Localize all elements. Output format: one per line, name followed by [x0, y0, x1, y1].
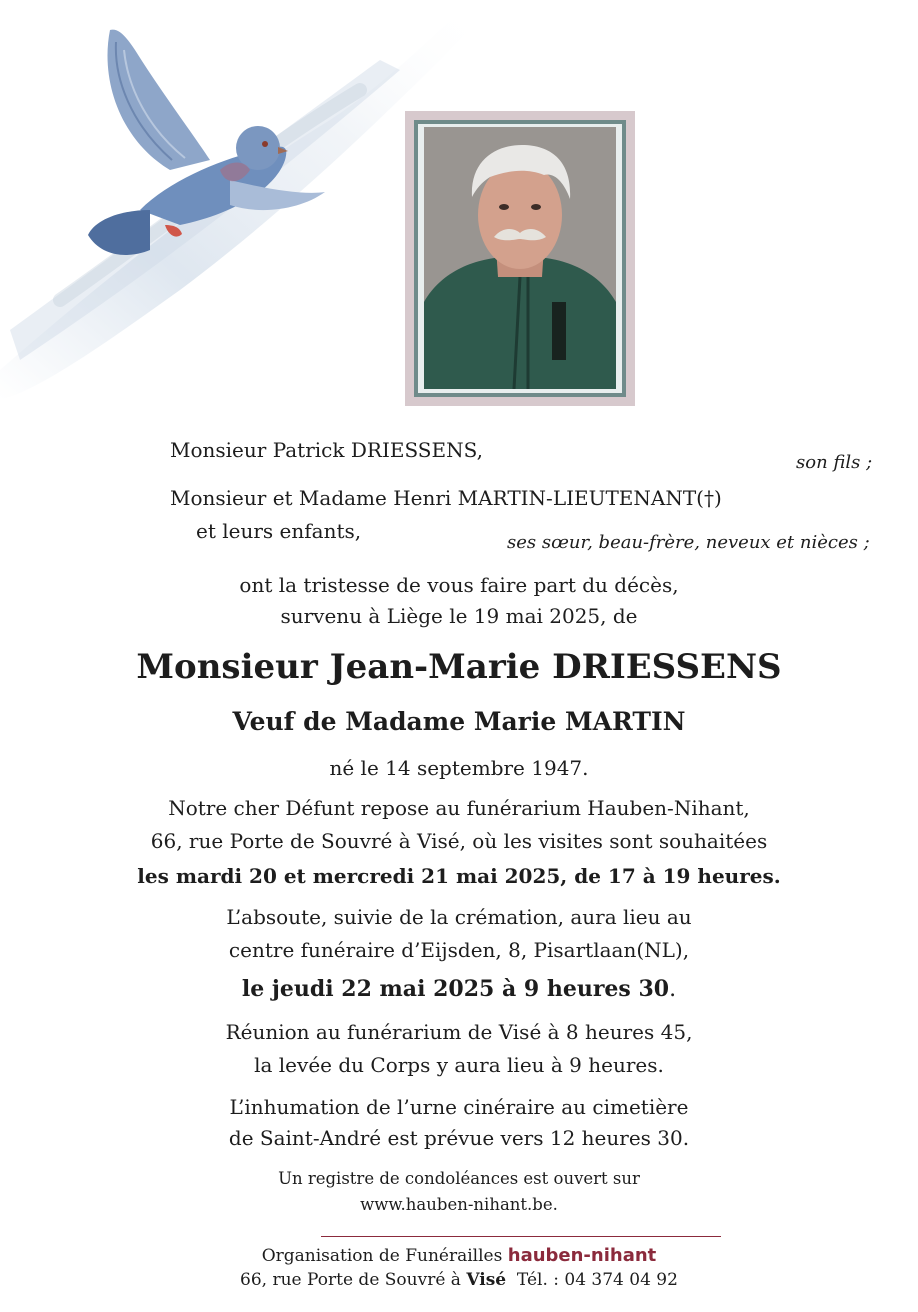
footer-divider: [321, 1236, 721, 1237]
dove-illustration: [80, 20, 340, 270]
footer-org-line: [0, 1245, 918, 1266]
absolution-line-2: centre funéraire d’Eijsden, 8, Pisartlaan(NL),: [228, 938, 690, 962]
register-url[interactable]: www.hauben-nihant.be.: [360, 1195, 558, 1214]
register-line: Un registre de condoléances est ouvert sur: [278, 1169, 640, 1188]
absolution-date-end: .: [669, 977, 677, 1002]
footer-address: 66, rue Porte de Souvré à: [240, 1270, 461, 1290]
portrait-frame: [405, 111, 635, 406]
deceased-name: Monsieur Jean-Marie DRIESSENS: [136, 647, 782, 687]
family-line-1: Monsieur Patrick DRIESSENS,: [170, 438, 483, 462]
birth-date: né le 14 septembre 1947.: [329, 756, 589, 780]
footer-city: Visé: [466, 1270, 507, 1290]
meeting-line-1: Réunion au funérarium de Visé à 8 heures 45,: [225, 1020, 693, 1044]
visitation-line-1: Notre cher Défunt repose au funérarium Hauben-Nihant,: [168, 796, 750, 820]
family-relation-2: ses sœur, beau-frère, neveux et nièces ;: [507, 532, 870, 553]
portrait-photo: [424, 127, 616, 389]
footer-address-line: [0, 1270, 918, 1290]
widow-of: Veuf de Madame Marie MARTIN: [232, 707, 686, 736]
announcement-line-2: survenu à Liège le 19 mai 2025, de: [280, 604, 638, 628]
family-relation-1: son fils ;: [796, 452, 873, 473]
absolution-line-1: L’absoute, suivie de la crémation, aura lieu au: [226, 905, 692, 929]
burial-line-1: L’inhumation de l’urne cinéraire au cimetière: [229, 1095, 689, 1119]
absolution-date: le jeudi 22 mai 2025 à 9 heures 30: [241, 976, 670, 1002]
visitation-line-2: 66, rue Porte de Souvré à Visé, où les visites sont souhaitées: [150, 829, 768, 853]
meeting-line-2: la levée du Corps y aura lieu à 9 heures.: [254, 1053, 664, 1077]
burial-line-2: de Saint-André est prévue vers 12 heures 30.: [228, 1126, 690, 1150]
footer-org-label: Organisation de Funérailles: [261, 1246, 503, 1266]
brand-logo: hauben-nihant: [507, 1245, 657, 1266]
family-line-2-cont: et leurs enfants,: [196, 519, 362, 543]
announcement-line-1: ont la tristesse de vous faire part du décès,: [239, 573, 679, 597]
visitation-dates: les mardi 20 et mercredi 21 mai 2025, de 17 à 19 heures.: [137, 864, 781, 888]
footer-phone: Tél. : 04 374 04 92: [516, 1270, 678, 1290]
absolution-date-line: [0, 976, 918, 1002]
family-line-2: Monsieur et Madame Henri MARTIN-LIEUTENANT(†): [170, 486, 722, 510]
